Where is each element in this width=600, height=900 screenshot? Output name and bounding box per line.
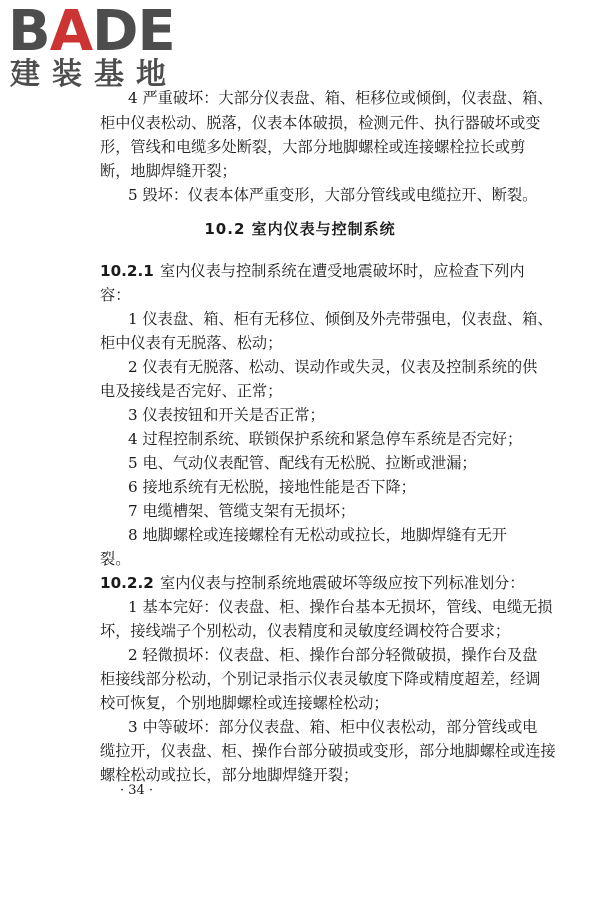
list-item: 柜中仪表有无脱落、松动； (100, 334, 283, 352)
page-number: · 34 · (120, 783, 154, 798)
list-item: 柜接线部分松动，个别记录指示仪表灵敏度下降或精度超差，经调 (100, 670, 541, 688)
list-item: 4 过程控制系统、联锁保护系统和紧急停车系统是否完好； (128, 430, 523, 448)
logo-subtitle: 建装基地 (10, 57, 178, 92)
list-item: 3 仪表按钮和开关是否正常； (128, 406, 325, 424)
list-item: 校可恢复，个别地脚螺栓或连接螺栓松动； (100, 694, 389, 712)
text-line: 断，地脚焊缝开裂； (100, 162, 237, 180)
logo-wordmark: BADE (8, 0, 175, 64)
text-line: 形，管线和电缆多处断裂，大部分地脚螺栓或连接螺栓拉长或剪 (100, 138, 526, 156)
text-line: 5 毁坏：仪表本体严重变形，大部分管线或电缆拉开、断裂。 (128, 186, 538, 204)
logo-accent-letter: A (49, 0, 93, 64)
list-item: 2 轻微损坏：仪表盘、柜、操作台部分轻微破损，操作台及盘 (128, 646, 538, 664)
text-line: 4 严重破坏：大部分仪表盘、箱、柜移位或倾倒，仪表盘、箱、 (128, 89, 553, 107)
list-item: 1 仪表盘、箱、柜有无移位、倾倒及外壳带强电，仪表盘、箱、 (128, 310, 553, 328)
text-line: 室内仪表与控制系统在遭受地震破坏时，应检查下列内 (160, 262, 525, 280)
list-item: 8 地脚螺栓或连接螺栓有无松动或拉长，地脚焊缝有无开 (128, 526, 507, 544)
list-item: 坏，接线端子个别松动，仪表精度和灵敏度经调校符合要求； (100, 622, 511, 640)
text-line: 柜中仪表松动、脱落，仪表本体破损，检测元件、执行器破坏或变 (100, 114, 541, 132)
list-item: 螺栓松动或拉长，部分地脚焊缝开裂； (100, 766, 359, 784)
section-title: 10.2 室内仪表与控制系统 (204, 220, 396, 238)
list-item: 5 电、气动仪表配管、配线有无松脱、拉断或泄漏； (128, 454, 477, 472)
clause-number: 10.2.2 (100, 574, 154, 592)
list-item: 2 仪表有无脱落、松动、误动作或失灵，仪表及控制系统的供 (128, 358, 538, 376)
text-line: 室内仪表与控制系统地震破坏等级应按下列标准划分： (160, 574, 525, 592)
list-item: 缆拉开，仪表盘、柜、操作台部分破损或变形，部分地脚螺栓或连接 (100, 742, 556, 760)
list-item: 电及接线是否完好、正常； (100, 382, 283, 400)
list-item: 6 接地系统有无松脱，接地性能是否下降； (128, 478, 416, 496)
text-line: 容： (100, 286, 131, 304)
list-item: 3 中等破坏：部分仪表盘、箱、柜中仪表松动，部分管线或电 (128, 718, 538, 736)
list-item: 1 基本完好：仪表盘、柜、操作台基本无损坏，管线、电缆无损 (128, 598, 553, 616)
list-item: 7 电缆槽架、管缆支架有无损坏； (128, 502, 356, 520)
list-item: 裂。 (100, 550, 131, 568)
clause-number: 10.2.1 (100, 262, 154, 280)
